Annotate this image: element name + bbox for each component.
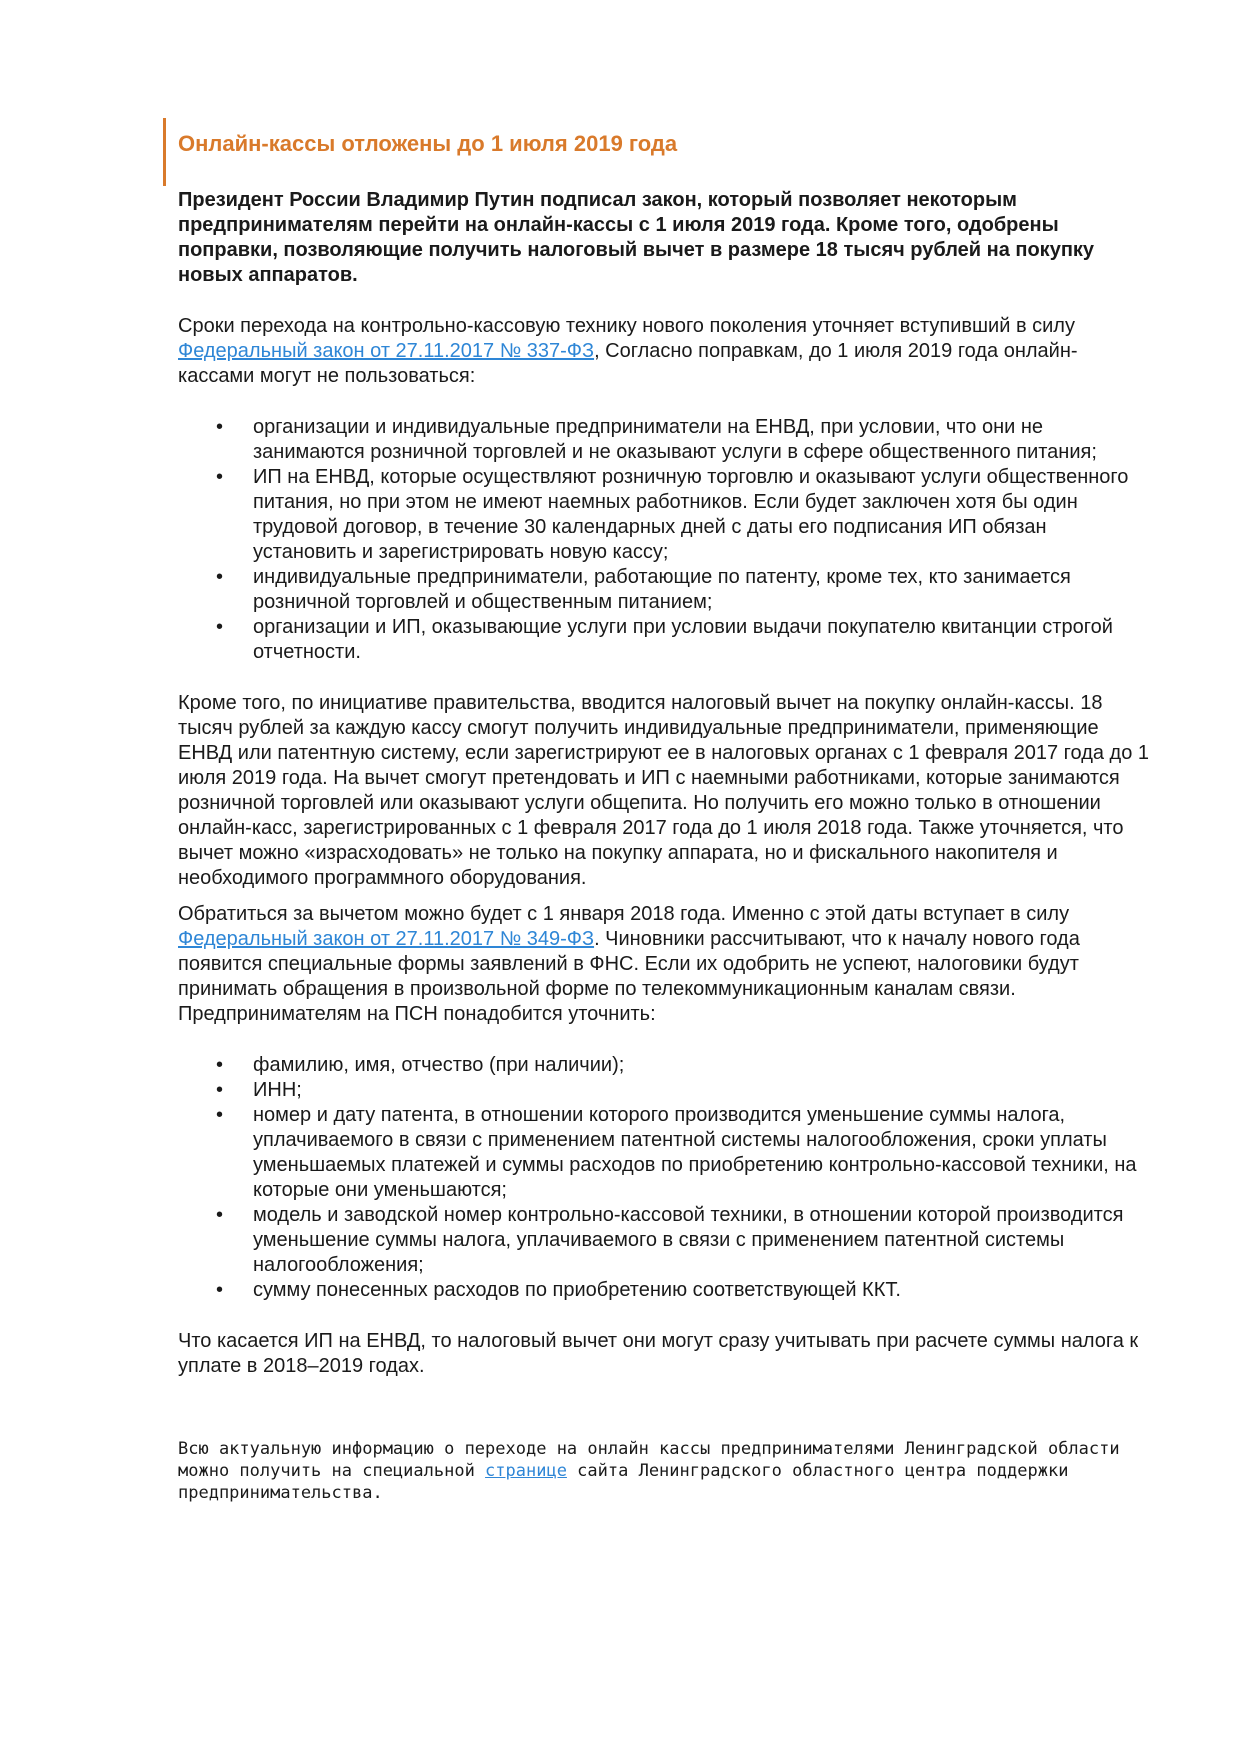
law-349-link[interactable]: Федеральный закон от 27.11.2017 № 349-ФЗ — [178, 928, 595, 950]
list-item-text: модель и заводской номер контрольно-кассовой техники, в отношении которой производится уменьшение суммы налога, уплачиваемого в связи с применением патентной системы налогообложения; — [253, 1204, 1124, 1276]
list-item-text: организации и индивидуальные предприниматели на ЕНВД, при условии, что они не занимаются розничной торговлей и не оказывают услуги в сфере общественного питания; — [253, 416, 1097, 463]
list-item-text: номер и дату патента, в отношении которого производится уменьшение суммы налога, уплачиваемого в связи с применением патентной системы налогообложения, сроки уплаты уменьшаемых платежей и суммы расходов по приобретению контрольно-кассовой техники, на которые они уменьшаются; — [253, 1104, 1137, 1201]
bullet-icon: • — [216, 616, 224, 638]
bullet-icon: • — [216, 1204, 224, 1226]
bullet-icon: • — [216, 1279, 224, 1301]
paragraph-3-text-end: . Чиновники рассчитывают, что к началу нового года появится специальные формы заявлений в ФНС. Если их одобрить не успеют, налоговики будут принимать обращения в произвольной форме по телекоммуникационным каналам связи. Предпринимателям на ПСН понадобится уточнить: — [178, 928, 1080, 1025]
bullet-icon: • — [216, 566, 224, 588]
footer-note — [178, 1438, 1168, 1504]
list-item-text: индивидуальные предприниматели, работающие по патенту, кроме тех, кто занимается розничной торговлей и общественным питанием; — [253, 566, 1071, 613]
footer-note-text-start: Всю актуальную информацию о переходе на онлайн кассы предпринимателями Ленинградской области можно получить на специальной — [178, 1439, 1120, 1481]
article-body — [178, 188, 1153, 1379]
paragraph-3 — [178, 902, 1153, 1027]
bullet-icon: • — [216, 416, 224, 438]
list-item — [178, 1103, 1153, 1203]
list-item-text: ИНН; — [253, 1079, 302, 1101]
article-title: Онлайн-кассы отложены до 1 июля 2019 года — [178, 131, 678, 156]
lead-paragraph: Президент России Владимир Путин подписал закон, который позволяет некоторым предпринимателям перейти на онлайн-кассы с 1 июля 2019 года. Кроме того, одобрены поправки, позволяющие получить налоговый вычет в размере 18 тысяч рублей на покупку новых аппаратов. — [178, 189, 1095, 286]
list-item-text: организации и ИП, оказывающие услуги при условии выдачи покупателю квитанции строгой отчетности. — [253, 616, 1113, 663]
bullet-icon: • — [216, 466, 224, 488]
list-item — [178, 615, 1153, 665]
bullet-icon: • — [216, 1054, 224, 1076]
paragraph-1 — [178, 314, 1153, 389]
list-item-text: фамилию, имя, отчество (при наличии); — [253, 1054, 625, 1076]
list-item — [178, 1078, 1153, 1103]
bullet-icon: • — [216, 1079, 224, 1101]
paragraph-4: Что касается ИП на ЕНВД, то налоговый вычет они могут сразу учитывать при расчете суммы налога к уплате в 2018–2019 годах. — [178, 1330, 1139, 1377]
exemption-list — [178, 415, 1153, 665]
list-item — [178, 1203, 1153, 1278]
support-center-page-link[interactable]: странице — [485, 1461, 567, 1481]
list-item — [178, 1278, 1153, 1303]
required-info-list — [178, 1053, 1153, 1303]
law-337-link[interactable]: Федеральный закон от 27.11.2017 № 337-ФЗ — [178, 340, 595, 362]
footer-note-text-end: сайта Ленинградского областного центра поддержки предпринимательства. — [178, 1461, 1069, 1503]
bullet-icon: • — [216, 1104, 224, 1126]
paragraph-1-text-start: Сроки перехода на контрольно-кассовую технику нового поколения уточняет вступивший в силу — [178, 315, 1075, 337]
list-item — [178, 1053, 1153, 1078]
list-item-text: сумму понесенных расходов по приобретению соответствующей ККТ. — [253, 1279, 901, 1301]
paragraph-3-text-start: Обратиться за вычетом можно будет с 1 января 2018 года. Именно с этой даты вступает в силу — [178, 903, 1070, 925]
list-item — [178, 565, 1153, 615]
list-item — [178, 415, 1153, 465]
list-item — [178, 465, 1153, 565]
title-accent-bar — [163, 118, 166, 186]
list-item-text: ИП на ЕНВД, которые осуществляют розничную торговлю и оказывают услуги общественного питания, но при этом не имеют наемных работников. Если будет заключен хотя бы один трудовой договор, в течение 30 календарных дней с даты его подписания ИП обязан установить и зарегистрировать новую кассу; — [253, 466, 1129, 563]
paragraph-1-text-end: , Согласно поправкам, до 1 июля 2019 года онлайн-кассами могут не пользоваться: — [178, 340, 1078, 387]
paragraph-2: Кроме того, по инициативе правительства, вводится налоговый вычет на покупку онлайн-кассы. 18 тысяч рублей за каждую кассу смогут получить индивидуальные предприниматели, применяющие ЕНВД или патентную систему, если зарегистрируют ее в налоговых органах с 1 февраля 2017 года до 1 июля 2019 года. На вычет смогут претендовать и ИП с наемными работниками, которые занимаются розничной торговлей или оказывают услуги общепита. Но получить его можно только в отношении онлайн-касс, зарегистрированных с 1 февраля 2017 года до 1 июля 2018 года. Также уточняется, что вычет можно «израсходовать» не только на покупку аппарата, но и фискального накопителя и необходимого программного оборудования. — [178, 692, 1150, 889]
